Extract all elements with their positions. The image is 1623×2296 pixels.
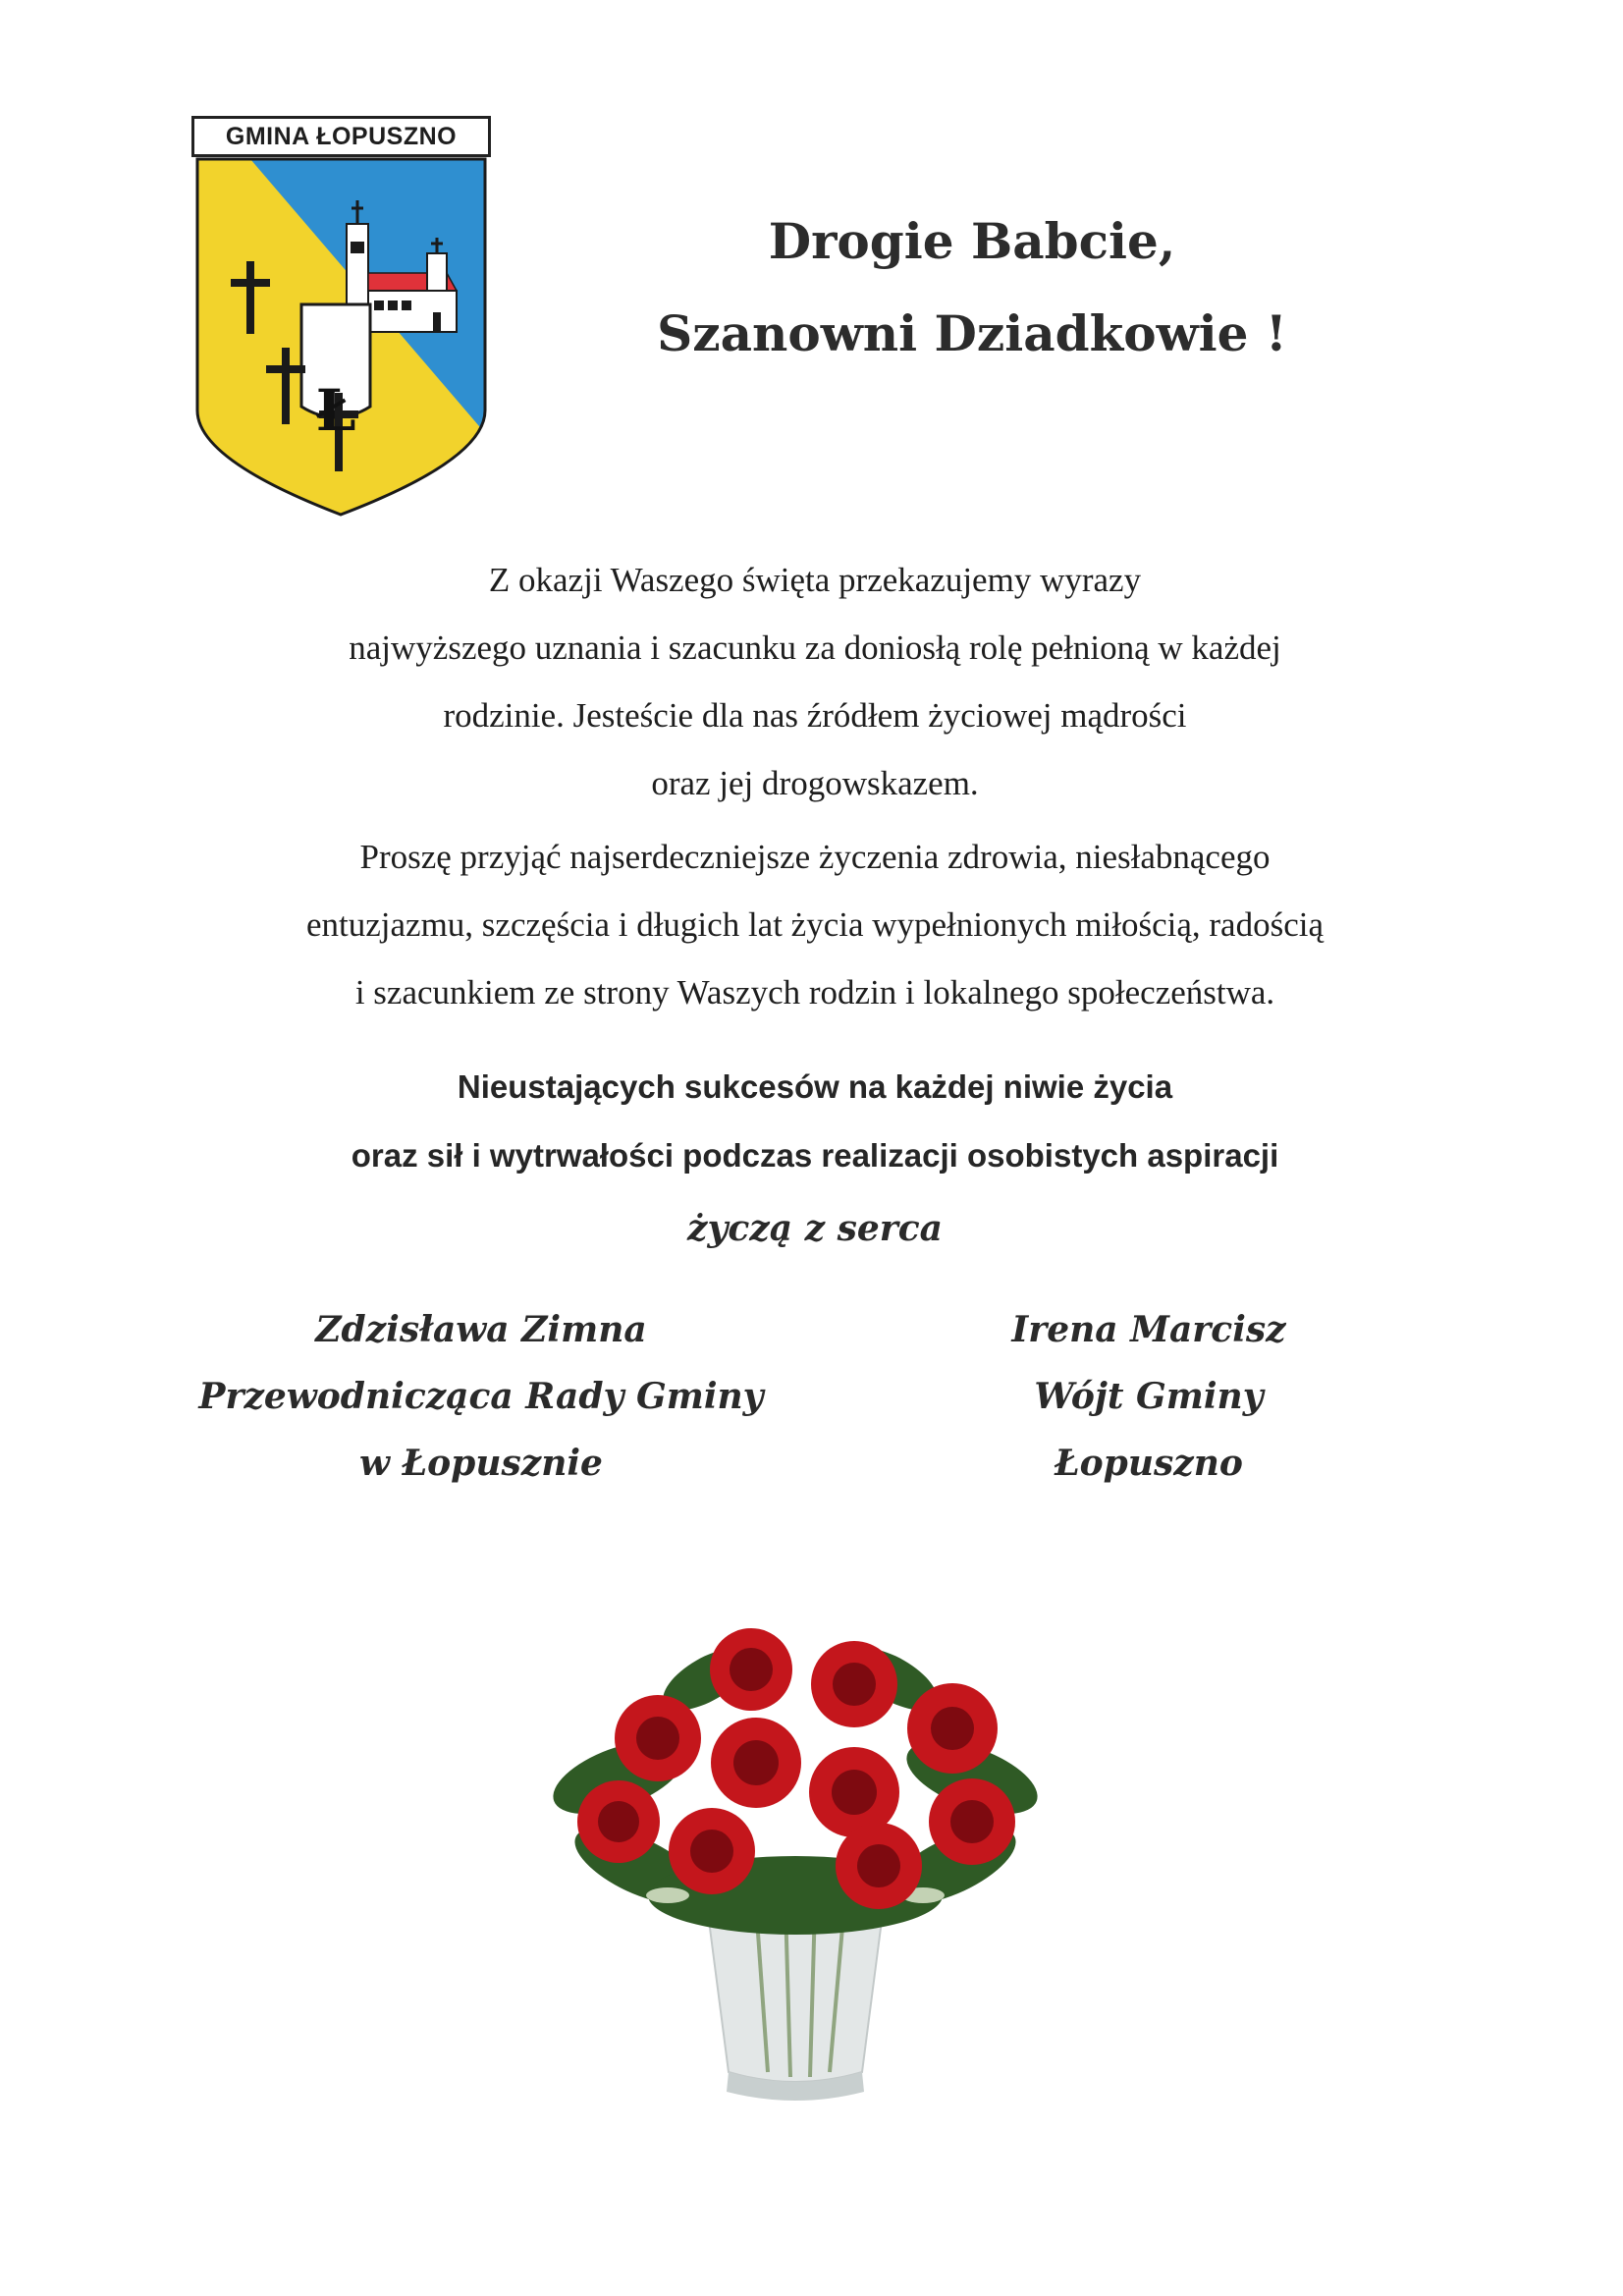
signature-right-name: Irena Marcisz <box>1011 1309 1286 1350</box>
signature-right-place: Łopuszno <box>1055 1443 1243 1484</box>
signature-left-place: w Łopusznie <box>359 1443 603 1484</box>
paragraph-2-line: entuzjazmu, szczęścia i długich lat życia wypełnionych miłością, radością <box>306 905 1324 944</box>
coat-of-arms <box>191 116 491 519</box>
paragraph-1 <box>147 546 1483 817</box>
bold-wishes-line: Nieustających sukcesów na każdej niwie życia <box>457 1068 1173 1105</box>
signature-right <box>874 1296 1424 1497</box>
signature-right-title: Wójt Gminy <box>1034 1376 1264 1417</box>
paragraph-1-line: rodzinie. Jesteście dla nas źródłem życiowej mądrości <box>443 696 1187 735</box>
signature-left-name: Zdzisława Zimna <box>315 1309 647 1350</box>
shield-icon <box>191 116 491 519</box>
paragraph-2-line: Proszę przyjąć najserdeczniejsze życzenia zdrowia, niesłabnącego <box>359 838 1271 876</box>
paragraph-1-line: Z okazji Waszego święta przekazujemy wyrazy <box>488 561 1142 599</box>
paragraph-2 <box>147 823 1483 1026</box>
coat-letter: Ł <box>315 377 356 444</box>
signature-left <box>147 1296 815 1497</box>
closing-line: życzą z serca <box>687 1208 943 1249</box>
heading-line-1: Drogie Babcie, <box>768 212 1176 270</box>
paragraph-2-line: i szacunkiem ze strony Waszych rodzin i lokalnego społeczeństwa. <box>354 973 1275 1011</box>
signature-left-title: Przewodnicząca Rady Gminy <box>198 1376 764 1417</box>
rose-bouquet-icon <box>511 1611 1080 2111</box>
paragraph-1-line: najwyższego uznania i szacunku za doniosłą rolę pełnioną w każdej <box>349 629 1281 667</box>
paragraph-1-line: oraz jej drogowskazem. <box>651 764 979 802</box>
heading-line-2: Szanowni Dziadkowie ! <box>657 304 1287 362</box>
coat-label: GMINA ŁOPUSZNO <box>191 116 491 157</box>
bold-wishes-line: oraz sił i wytrwałości podczas realizacji osobistych aspiracji <box>351 1137 1279 1174</box>
bold-wishes <box>147 1053 1483 1190</box>
